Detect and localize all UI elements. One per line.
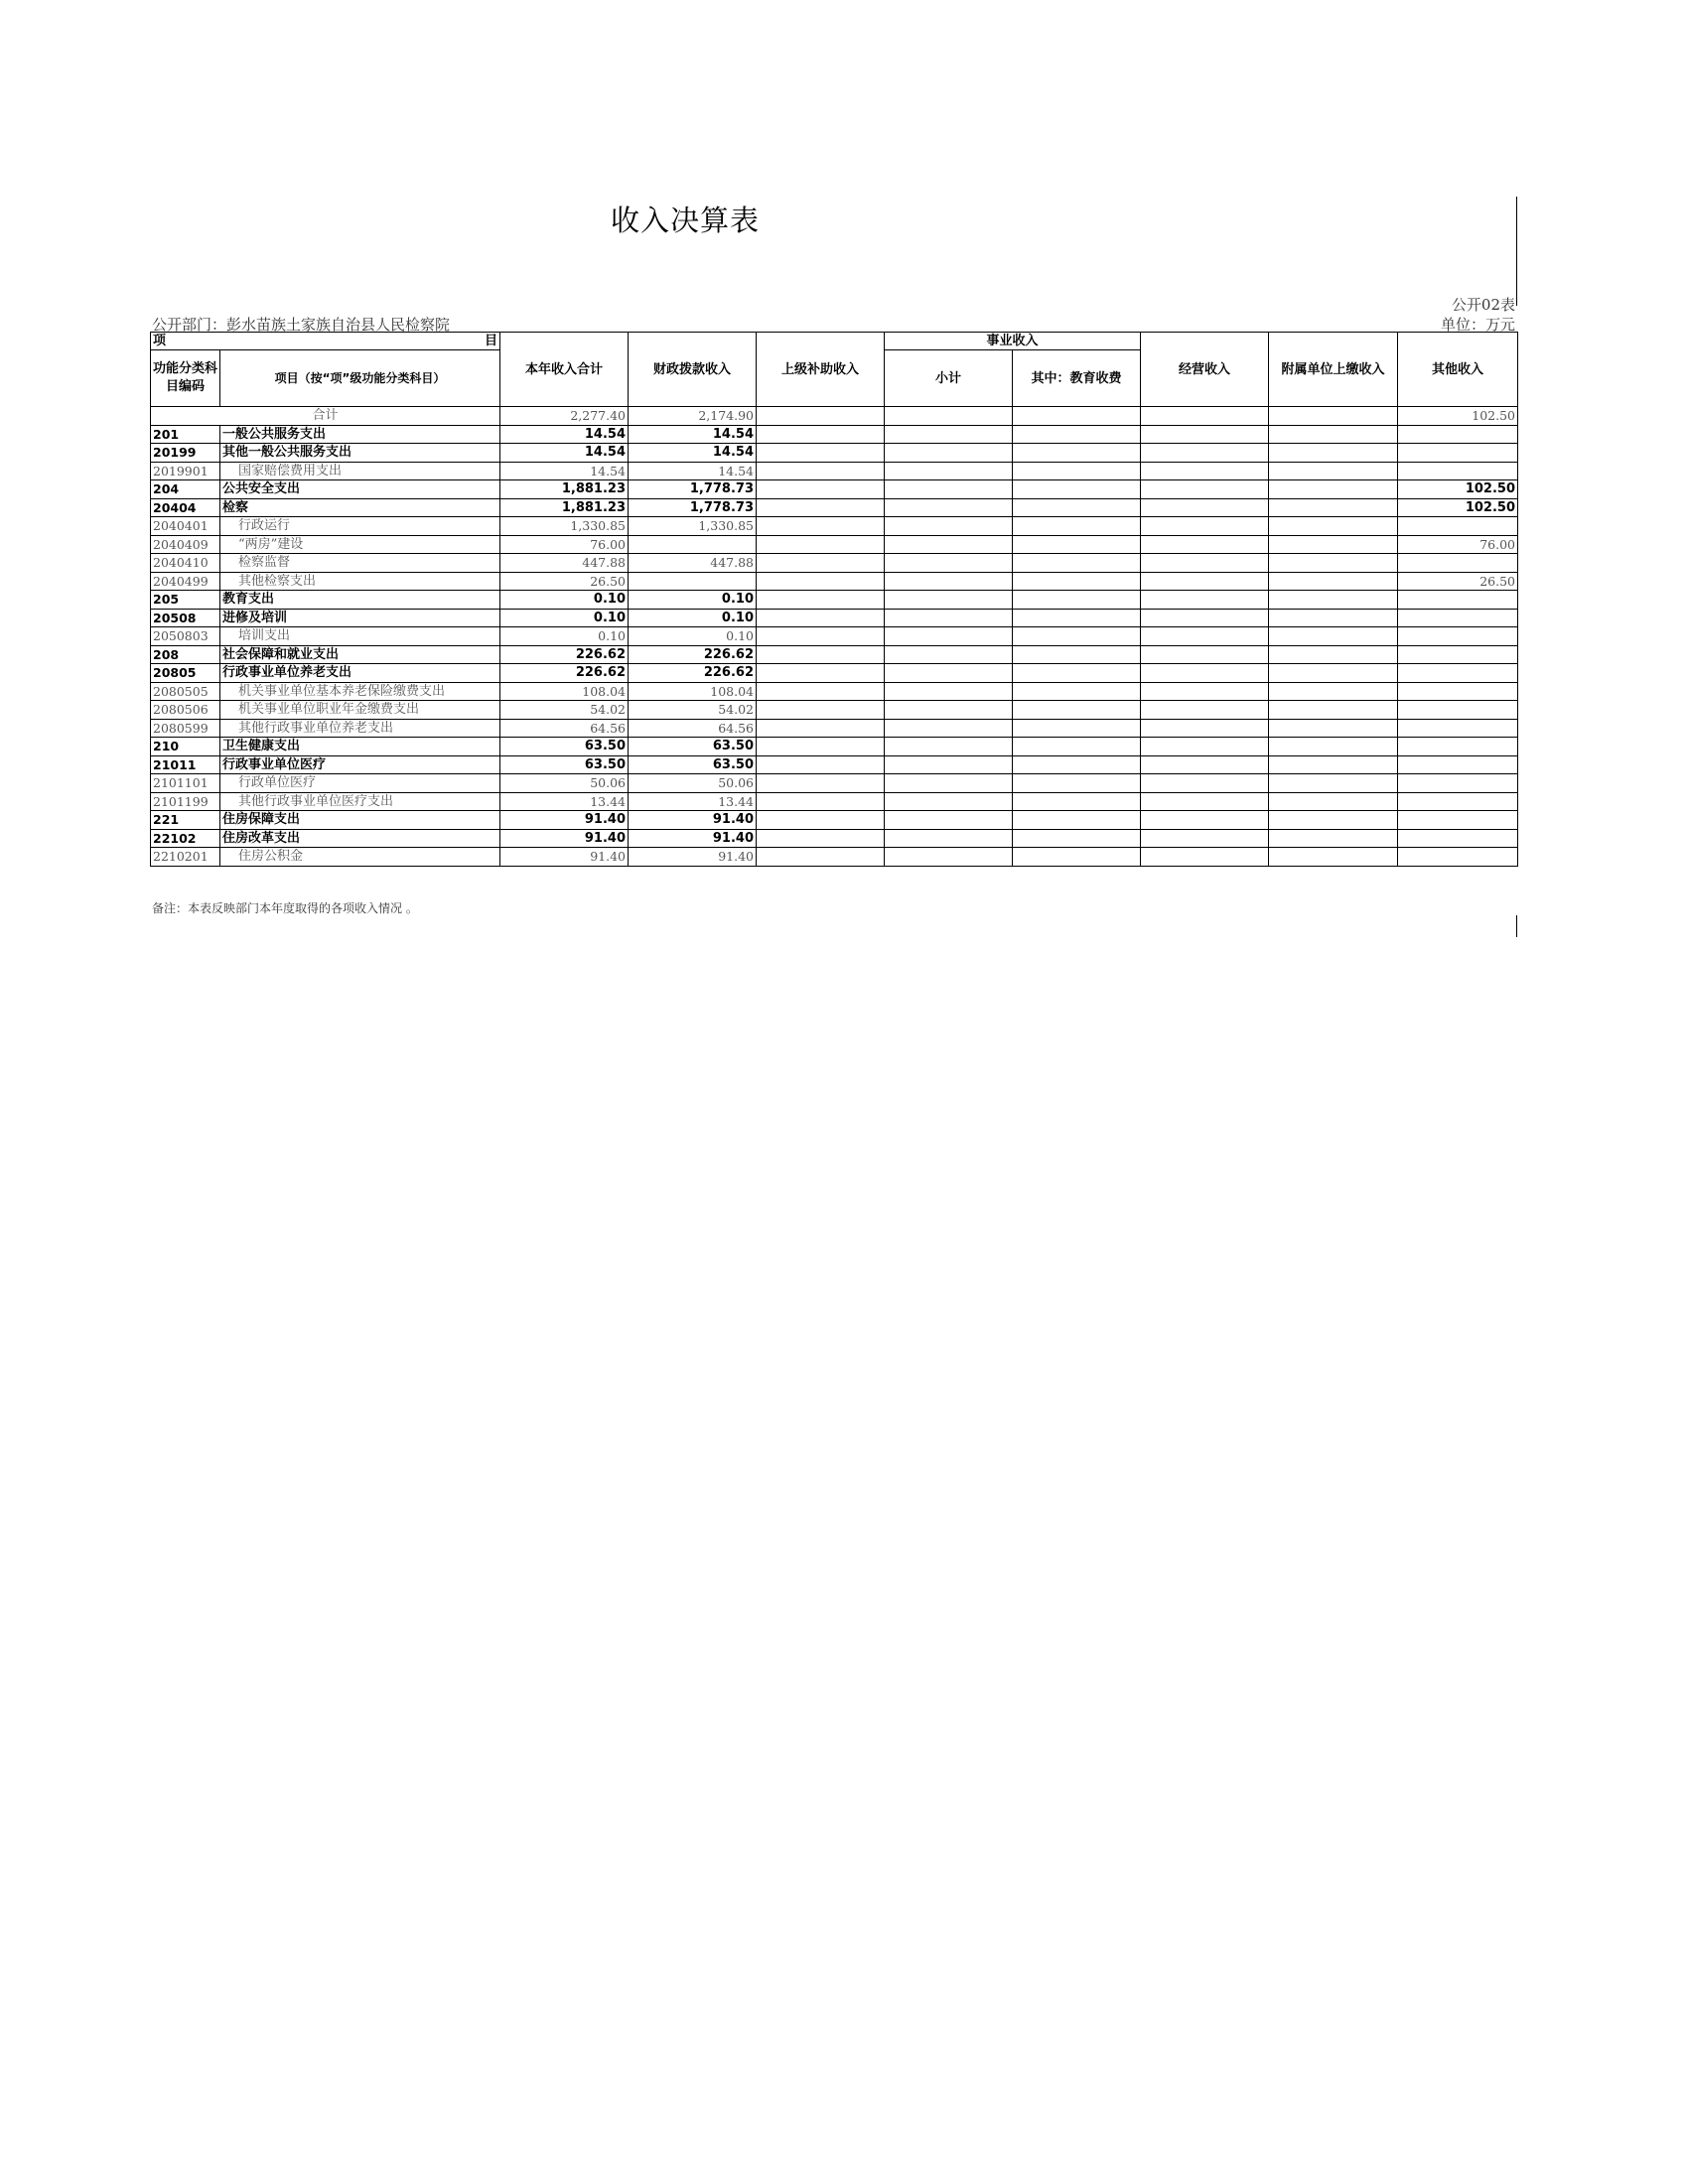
header-business: 事业收入 bbox=[885, 333, 1141, 350]
row-code: 21011 bbox=[151, 755, 220, 774]
row-total: 1,330.85 bbox=[500, 517, 629, 536]
row-fiscal: 1,330.85 bbox=[629, 517, 757, 536]
row-name: 行政事业单位养老支出 bbox=[220, 664, 500, 683]
total-fiscal: 2,174.90 bbox=[629, 407, 757, 426]
row-operating bbox=[1141, 755, 1269, 774]
row-operating bbox=[1141, 811, 1269, 830]
row-name: 住房公积金 bbox=[220, 848, 500, 867]
row-subtotal bbox=[885, 829, 1013, 848]
row-name: 其他行政事业单位医疗支出 bbox=[220, 792, 500, 811]
row-name: 行政事业单位医疗 bbox=[220, 755, 500, 774]
row-edu bbox=[1013, 462, 1141, 480]
row-superior bbox=[757, 462, 885, 480]
row-affiliated bbox=[1269, 738, 1398, 756]
row-total: 63.50 bbox=[500, 738, 629, 756]
row-name: 其他行政事业单位养老支出 bbox=[220, 719, 500, 738]
row-fiscal: 63.50 bbox=[629, 738, 757, 756]
row-affiliated bbox=[1269, 792, 1398, 811]
row-other: 102.50 bbox=[1398, 480, 1518, 499]
row-edu bbox=[1013, 848, 1141, 867]
row-total: 91.40 bbox=[500, 811, 629, 830]
row-other bbox=[1398, 591, 1518, 610]
row-total: 26.50 bbox=[500, 572, 629, 591]
row-fiscal: 0.10 bbox=[629, 591, 757, 610]
row-edu bbox=[1013, 535, 1141, 554]
row-subtotal bbox=[885, 572, 1013, 591]
row-affiliated bbox=[1269, 535, 1398, 554]
row-other bbox=[1398, 554, 1518, 573]
row-other bbox=[1398, 645, 1518, 664]
row-operating bbox=[1141, 591, 1269, 610]
total-edu bbox=[1013, 407, 1141, 426]
row-code: 20508 bbox=[151, 609, 220, 627]
row-other bbox=[1398, 829, 1518, 848]
unit-label: 单位：万元 bbox=[1440, 316, 1515, 334]
row-total: 63.50 bbox=[500, 755, 629, 774]
row-superior bbox=[757, 811, 885, 830]
row-code: 201 bbox=[151, 425, 220, 444]
table-row bbox=[151, 462, 1518, 480]
row-operating bbox=[1141, 462, 1269, 480]
row-edu bbox=[1013, 829, 1141, 848]
row-name: 机关事业单位职业年金缴费支出 bbox=[220, 701, 500, 720]
row-fiscal: 13.44 bbox=[629, 792, 757, 811]
row-edu bbox=[1013, 738, 1141, 756]
row-name: 住房保障支出 bbox=[220, 811, 500, 830]
row-superior bbox=[757, 719, 885, 738]
row-affiliated bbox=[1269, 719, 1398, 738]
row-other bbox=[1398, 664, 1518, 683]
row-total: 50.06 bbox=[500, 774, 629, 793]
header-row-1 bbox=[151, 333, 1518, 350]
table-row bbox=[151, 554, 1518, 573]
table-row bbox=[151, 535, 1518, 554]
row-superior bbox=[757, 444, 885, 463]
row-subtotal bbox=[885, 701, 1013, 720]
row-affiliated bbox=[1269, 664, 1398, 683]
row-subtotal bbox=[885, 848, 1013, 867]
row-code: 2080506 bbox=[151, 701, 220, 720]
row-total: 0.10 bbox=[500, 591, 629, 610]
total-row bbox=[151, 407, 1518, 426]
table-row bbox=[151, 609, 1518, 627]
row-operating bbox=[1141, 480, 1269, 499]
row-superior bbox=[757, 498, 885, 517]
row-code: 2101101 bbox=[151, 774, 220, 793]
row-affiliated bbox=[1269, 462, 1398, 480]
form-number: 公开02表 bbox=[1451, 296, 1515, 314]
row-operating bbox=[1141, 572, 1269, 591]
row-total: 54.02 bbox=[500, 701, 629, 720]
row-operating bbox=[1141, 498, 1269, 517]
row-superior bbox=[757, 517, 885, 536]
row-fiscal: 50.06 bbox=[629, 774, 757, 793]
row-name: 卫生健康支出 bbox=[220, 738, 500, 756]
row-name: 社会保障和就业支出 bbox=[220, 645, 500, 664]
row-fiscal: 447.88 bbox=[629, 554, 757, 573]
row-operating bbox=[1141, 774, 1269, 793]
row-fiscal: 63.50 bbox=[629, 755, 757, 774]
row-total: 14.54 bbox=[500, 425, 629, 444]
row-fiscal: 14.54 bbox=[629, 444, 757, 463]
row-fiscal: 91.40 bbox=[629, 848, 757, 867]
table-row bbox=[151, 701, 1518, 720]
row-fiscal: 1,778.73 bbox=[629, 498, 757, 517]
row-fiscal: 91.40 bbox=[629, 811, 757, 830]
row-superior bbox=[757, 664, 885, 683]
header-subtotal: 小计 bbox=[885, 350, 1013, 407]
row-operating bbox=[1141, 792, 1269, 811]
row-edu bbox=[1013, 664, 1141, 683]
row-subtotal bbox=[885, 682, 1013, 701]
row-affiliated bbox=[1269, 627, 1398, 646]
row-total: 0.10 bbox=[500, 627, 629, 646]
row-other: 102.50 bbox=[1398, 498, 1518, 517]
row-operating bbox=[1141, 535, 1269, 554]
row-edu bbox=[1013, 755, 1141, 774]
row-total: 14.54 bbox=[500, 462, 629, 480]
header-project-right: 目 bbox=[484, 334, 497, 348]
row-affiliated bbox=[1269, 848, 1398, 867]
row-operating bbox=[1141, 664, 1269, 683]
row-code: 20199 bbox=[151, 444, 220, 463]
row-edu bbox=[1013, 792, 1141, 811]
row-operating bbox=[1141, 609, 1269, 627]
row-superior bbox=[757, 645, 885, 664]
row-fiscal: 91.40 bbox=[629, 829, 757, 848]
row-operating bbox=[1141, 848, 1269, 867]
row-subtotal bbox=[885, 591, 1013, 610]
header-edu: 其中：教育收费 bbox=[1013, 350, 1141, 407]
row-subtotal bbox=[885, 609, 1013, 627]
row-other: 76.00 bbox=[1398, 535, 1518, 554]
total-superior bbox=[757, 407, 885, 426]
row-code: 2040499 bbox=[151, 572, 220, 591]
row-total: 76.00 bbox=[500, 535, 629, 554]
row-name: 公共安全支出 bbox=[220, 480, 500, 499]
table-row bbox=[151, 848, 1518, 867]
row-other bbox=[1398, 738, 1518, 756]
row-affiliated bbox=[1269, 591, 1398, 610]
table-row bbox=[151, 498, 1518, 517]
row-subtotal bbox=[885, 774, 1013, 793]
row-edu bbox=[1013, 682, 1141, 701]
row-name: 检察监督 bbox=[220, 554, 500, 573]
row-code: 22102 bbox=[151, 829, 220, 848]
row-affiliated bbox=[1269, 829, 1398, 848]
row-operating bbox=[1141, 425, 1269, 444]
row-edu bbox=[1013, 425, 1141, 444]
row-other bbox=[1398, 755, 1518, 774]
header-other: 其他收入 bbox=[1398, 333, 1518, 407]
row-operating bbox=[1141, 627, 1269, 646]
row-name: 行政单位医疗 bbox=[220, 774, 500, 793]
row-subtotal bbox=[885, 480, 1013, 499]
table-row bbox=[151, 811, 1518, 830]
row-name: 其他一般公共服务支出 bbox=[220, 444, 500, 463]
row-edu bbox=[1013, 645, 1141, 664]
row-superior bbox=[757, 480, 885, 499]
row-affiliated bbox=[1269, 645, 1398, 664]
table-row bbox=[151, 719, 1518, 738]
row-total: 226.62 bbox=[500, 645, 629, 664]
header-fiscal: 财政拨款收入 bbox=[629, 333, 757, 407]
row-subtotal bbox=[885, 498, 1013, 517]
header-affiliated: 附属单位上缴收入 bbox=[1269, 333, 1398, 407]
table-row bbox=[151, 480, 1518, 499]
row-edu bbox=[1013, 444, 1141, 463]
row-superior bbox=[757, 738, 885, 756]
row-superior bbox=[757, 554, 885, 573]
row-operating bbox=[1141, 719, 1269, 738]
row-code: 2040401 bbox=[151, 517, 220, 536]
row-edu bbox=[1013, 554, 1141, 573]
row-subtotal bbox=[885, 535, 1013, 554]
row-affiliated bbox=[1269, 701, 1398, 720]
row-subtotal bbox=[885, 462, 1013, 480]
row-other bbox=[1398, 811, 1518, 830]
row-affiliated bbox=[1269, 572, 1398, 591]
row-total: 1,881.23 bbox=[500, 480, 629, 499]
row-superior bbox=[757, 591, 885, 610]
row-superior bbox=[757, 627, 885, 646]
row-operating bbox=[1141, 829, 1269, 848]
row-edu bbox=[1013, 609, 1141, 627]
table-row bbox=[151, 645, 1518, 664]
row-code: 2101199 bbox=[151, 792, 220, 811]
row-code: 20404 bbox=[151, 498, 220, 517]
row-edu bbox=[1013, 774, 1141, 793]
footnote: 备注：本表反映部门本年度取得的各项收入情况 。 bbox=[152, 901, 418, 915]
row-affiliated bbox=[1269, 774, 1398, 793]
row-other bbox=[1398, 848, 1518, 867]
row-total: 226.62 bbox=[500, 664, 629, 683]
row-superior bbox=[757, 755, 885, 774]
table-row bbox=[151, 591, 1518, 610]
row-edu bbox=[1013, 517, 1141, 536]
row-other bbox=[1398, 517, 1518, 536]
row-code: 2210201 bbox=[151, 848, 220, 867]
row-name: 培训支出 bbox=[220, 627, 500, 646]
row-total: 91.40 bbox=[500, 829, 629, 848]
table-row bbox=[151, 774, 1518, 793]
row-other bbox=[1398, 425, 1518, 444]
row-affiliated bbox=[1269, 425, 1398, 444]
row-name: 一般公共服务支出 bbox=[220, 425, 500, 444]
row-fiscal: 54.02 bbox=[629, 701, 757, 720]
row-name: 教育支出 bbox=[220, 591, 500, 610]
row-code: 204 bbox=[151, 480, 220, 499]
row-total: 447.88 bbox=[500, 554, 629, 573]
right-border-line bbox=[1516, 197, 1517, 306]
row-superior bbox=[757, 829, 885, 848]
table-row bbox=[151, 755, 1518, 774]
row-other bbox=[1398, 792, 1518, 811]
row-subtotal bbox=[885, 738, 1013, 756]
row-edu bbox=[1013, 719, 1141, 738]
table-row bbox=[151, 664, 1518, 683]
row-affiliated bbox=[1269, 444, 1398, 463]
row-fiscal: 226.62 bbox=[629, 664, 757, 683]
row-edu bbox=[1013, 480, 1141, 499]
total-operating bbox=[1141, 407, 1269, 426]
row-operating bbox=[1141, 517, 1269, 536]
row-code: 208 bbox=[151, 645, 220, 664]
row-edu bbox=[1013, 591, 1141, 610]
row-fiscal: 226.62 bbox=[629, 645, 757, 664]
row-other bbox=[1398, 444, 1518, 463]
row-code: 205 bbox=[151, 591, 220, 610]
right-border-line-bottom bbox=[1516, 915, 1517, 937]
row-name: 检察 bbox=[220, 498, 500, 517]
row-affiliated bbox=[1269, 554, 1398, 573]
row-code: 2080599 bbox=[151, 719, 220, 738]
row-superior bbox=[757, 535, 885, 554]
total-subtotal bbox=[885, 407, 1013, 426]
page-title: 收入决算表 bbox=[610, 204, 760, 237]
row-name: 机关事业单位基本养老保险缴费支出 bbox=[220, 682, 500, 701]
row-total: 64.56 bbox=[500, 719, 629, 738]
table-row bbox=[151, 627, 1518, 646]
row-affiliated bbox=[1269, 480, 1398, 499]
row-fiscal: 14.54 bbox=[629, 425, 757, 444]
row-operating bbox=[1141, 554, 1269, 573]
row-total: 1,881.23 bbox=[500, 498, 629, 517]
row-name: 进修及培训 bbox=[220, 609, 500, 627]
total-other: 102.50 bbox=[1398, 407, 1518, 426]
row-total: 108.04 bbox=[500, 682, 629, 701]
row-operating bbox=[1141, 645, 1269, 664]
row-edu bbox=[1013, 572, 1141, 591]
row-subtotal bbox=[885, 627, 1013, 646]
row-edu bbox=[1013, 498, 1141, 517]
header-name: 项目（按“项”级功能分类科目） bbox=[220, 350, 500, 407]
row-superior bbox=[757, 609, 885, 627]
row-other bbox=[1398, 774, 1518, 793]
table-row bbox=[151, 444, 1518, 463]
row-name: 行政运行 bbox=[220, 517, 500, 536]
row-affiliated bbox=[1269, 498, 1398, 517]
row-operating bbox=[1141, 701, 1269, 720]
row-code: 221 bbox=[151, 811, 220, 830]
row-affiliated bbox=[1269, 517, 1398, 536]
row-affiliated bbox=[1269, 755, 1398, 774]
row-subtotal bbox=[885, 664, 1013, 683]
income-table bbox=[150, 332, 1518, 867]
row-superior bbox=[757, 792, 885, 811]
row-superior bbox=[757, 572, 885, 591]
row-other bbox=[1398, 627, 1518, 646]
row-name: 其他检察支出 bbox=[220, 572, 500, 591]
row-edu bbox=[1013, 627, 1141, 646]
header-code bbox=[151, 350, 220, 407]
header-project-left: 项 bbox=[153, 334, 167, 348]
row-fiscal: 64.56 bbox=[629, 719, 757, 738]
row-code: 2050803 bbox=[151, 627, 220, 646]
total-affiliated bbox=[1269, 407, 1398, 426]
row-superior bbox=[757, 425, 885, 444]
row-fiscal: 0.10 bbox=[629, 627, 757, 646]
row-total: 13.44 bbox=[500, 792, 629, 811]
row-other bbox=[1398, 682, 1518, 701]
row-other bbox=[1398, 609, 1518, 627]
row-other bbox=[1398, 719, 1518, 738]
row-code: 2040409 bbox=[151, 535, 220, 554]
row-affiliated bbox=[1269, 609, 1398, 627]
row-subtotal bbox=[885, 517, 1013, 536]
row-subtotal bbox=[885, 811, 1013, 830]
header-superior: 上级补助收入 bbox=[757, 333, 885, 407]
table-row bbox=[151, 682, 1518, 701]
row-superior bbox=[757, 682, 885, 701]
department-label: 公开部门：彭水苗族土家族自治县人民检察院 bbox=[152, 316, 451, 334]
table-row bbox=[151, 425, 1518, 444]
header-project bbox=[151, 333, 500, 350]
row-operating bbox=[1141, 682, 1269, 701]
row-total: 14.54 bbox=[500, 444, 629, 463]
row-superior bbox=[757, 774, 885, 793]
row-code: 2080505 bbox=[151, 682, 220, 701]
row-total: 91.40 bbox=[500, 848, 629, 867]
header-operating: 经营收入 bbox=[1141, 333, 1269, 407]
row-code: 210 bbox=[151, 738, 220, 756]
row-operating bbox=[1141, 738, 1269, 756]
row-affiliated bbox=[1269, 811, 1398, 830]
header-total: 本年收入合计 bbox=[500, 333, 629, 407]
row-code: 2019901 bbox=[151, 462, 220, 480]
row-edu bbox=[1013, 701, 1141, 720]
total-label: 合计 bbox=[151, 407, 500, 426]
row-subtotal bbox=[885, 755, 1013, 774]
row-other bbox=[1398, 462, 1518, 480]
row-code: 2040410 bbox=[151, 554, 220, 573]
row-subtotal bbox=[885, 425, 1013, 444]
row-affiliated bbox=[1269, 682, 1398, 701]
row-fiscal bbox=[629, 535, 757, 554]
row-fiscal bbox=[629, 572, 757, 591]
row-subtotal bbox=[885, 645, 1013, 664]
row-subtotal bbox=[885, 792, 1013, 811]
row-superior bbox=[757, 848, 885, 867]
table-row bbox=[151, 572, 1518, 591]
row-edu bbox=[1013, 811, 1141, 830]
row-other bbox=[1398, 701, 1518, 720]
row-fiscal: 0.10 bbox=[629, 609, 757, 627]
row-fiscal: 14.54 bbox=[629, 462, 757, 480]
total-income: 2,277.40 bbox=[500, 407, 629, 426]
row-name: 国家赔偿费用支出 bbox=[220, 462, 500, 480]
row-subtotal bbox=[885, 444, 1013, 463]
table-row bbox=[151, 738, 1518, 756]
row-name: 住房改革支出 bbox=[220, 829, 500, 848]
row-name: “两房”建设 bbox=[220, 535, 500, 554]
row-operating bbox=[1141, 444, 1269, 463]
row-other: 26.50 bbox=[1398, 572, 1518, 591]
row-fiscal: 1,778.73 bbox=[629, 480, 757, 499]
table-row bbox=[151, 792, 1518, 811]
table-row bbox=[151, 517, 1518, 536]
row-fiscal: 108.04 bbox=[629, 682, 757, 701]
row-superior bbox=[757, 701, 885, 720]
table-row bbox=[151, 829, 1518, 848]
row-subtotal bbox=[885, 719, 1013, 738]
row-total: 0.10 bbox=[500, 609, 629, 627]
header-code-text: 功能分类科目编码 bbox=[152, 361, 217, 394]
row-code: 20805 bbox=[151, 664, 220, 683]
row-subtotal bbox=[885, 554, 1013, 573]
